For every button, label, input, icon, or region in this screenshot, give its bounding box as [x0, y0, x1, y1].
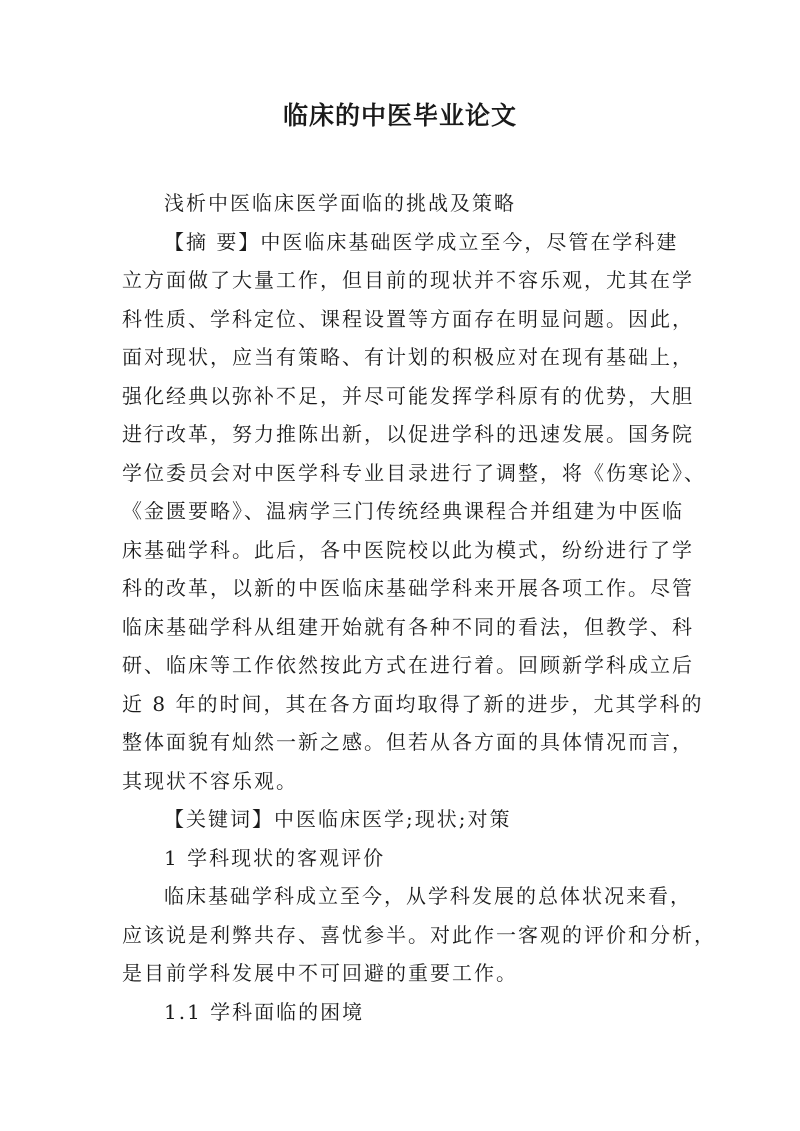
text-line: 强化经典以弥补不足，并尽可能发挥学科原有的优势，大胆 [122, 383, 694, 408]
body-text [122, 184, 716, 1031]
text-line: 进行改革，努力推陈出新，以促进学科的迅速发展。国务院 [122, 422, 694, 446]
text-line: 【关键词】中医临床医学;现状;对策 [164, 807, 512, 831]
text-line: 临床基础学科成立至今，从学科发展的总体状况来看， [164, 884, 692, 908]
text-line: 是目前学科发展中不可回避的重要工作。 [122, 961, 518, 985]
page-title: 临床的中医毕业论文 [282, 101, 517, 130]
text-line: 床基础学科。此后，各中医院校以此为模式，纷纷进行了学 [122, 537, 694, 562]
text-line: 学位委员会对中医学科专业目录进行了调整，将《伤寒论》、 [122, 460, 706, 485]
text-line: 科性质、学科定位、课程设置等方面存在明显问题。因此， [122, 306, 694, 331]
text-line: 整体面貌有灿然一新之感。但若从各方面的具体情况而言， [122, 730, 694, 754]
text-line: 临床基础学科从组建开始就有各种不同的看法，但教学、科 [122, 614, 694, 639]
text-line: 【摘 要】中医临床基础医学成立至今，尽管在学科建 [164, 229, 679, 254]
text-line: 立方面做了大量工作，但目前的现状并不容乐观，尤其在学 [122, 268, 694, 292]
text-line: 浅析中医临床医学面临的挑战及策略 [164, 191, 516, 215]
text-line: 科的改革，以新的中医临床基础学科来开展各项工作。尽管 [122, 576, 694, 600]
text-line: 1 学科现状的客观评价 [164, 845, 386, 870]
text-line: 面对现状，应当有策略、有计划的积极应对在现有基础上， [122, 345, 694, 369]
text-line: 其现状不容乐观。 [122, 768, 298, 793]
text-line: 近 8 年的时间，其在各方面均取得了新的进步，尤其学科的 [122, 691, 704, 716]
text-line: 研、临床等工作依然按此方式在进行着。回顾新学科成立后 [122, 653, 694, 677]
text-line: 《金匮要略》、温病学三门传统经典课程合并组建为中医临 [122, 499, 684, 523]
text-line: 1.1 学科面临的困境 [164, 999, 365, 1024]
text-line: 应该说是利弊共存、喜忧参半。对此作一客观的评价和分析， [122, 922, 716, 947]
